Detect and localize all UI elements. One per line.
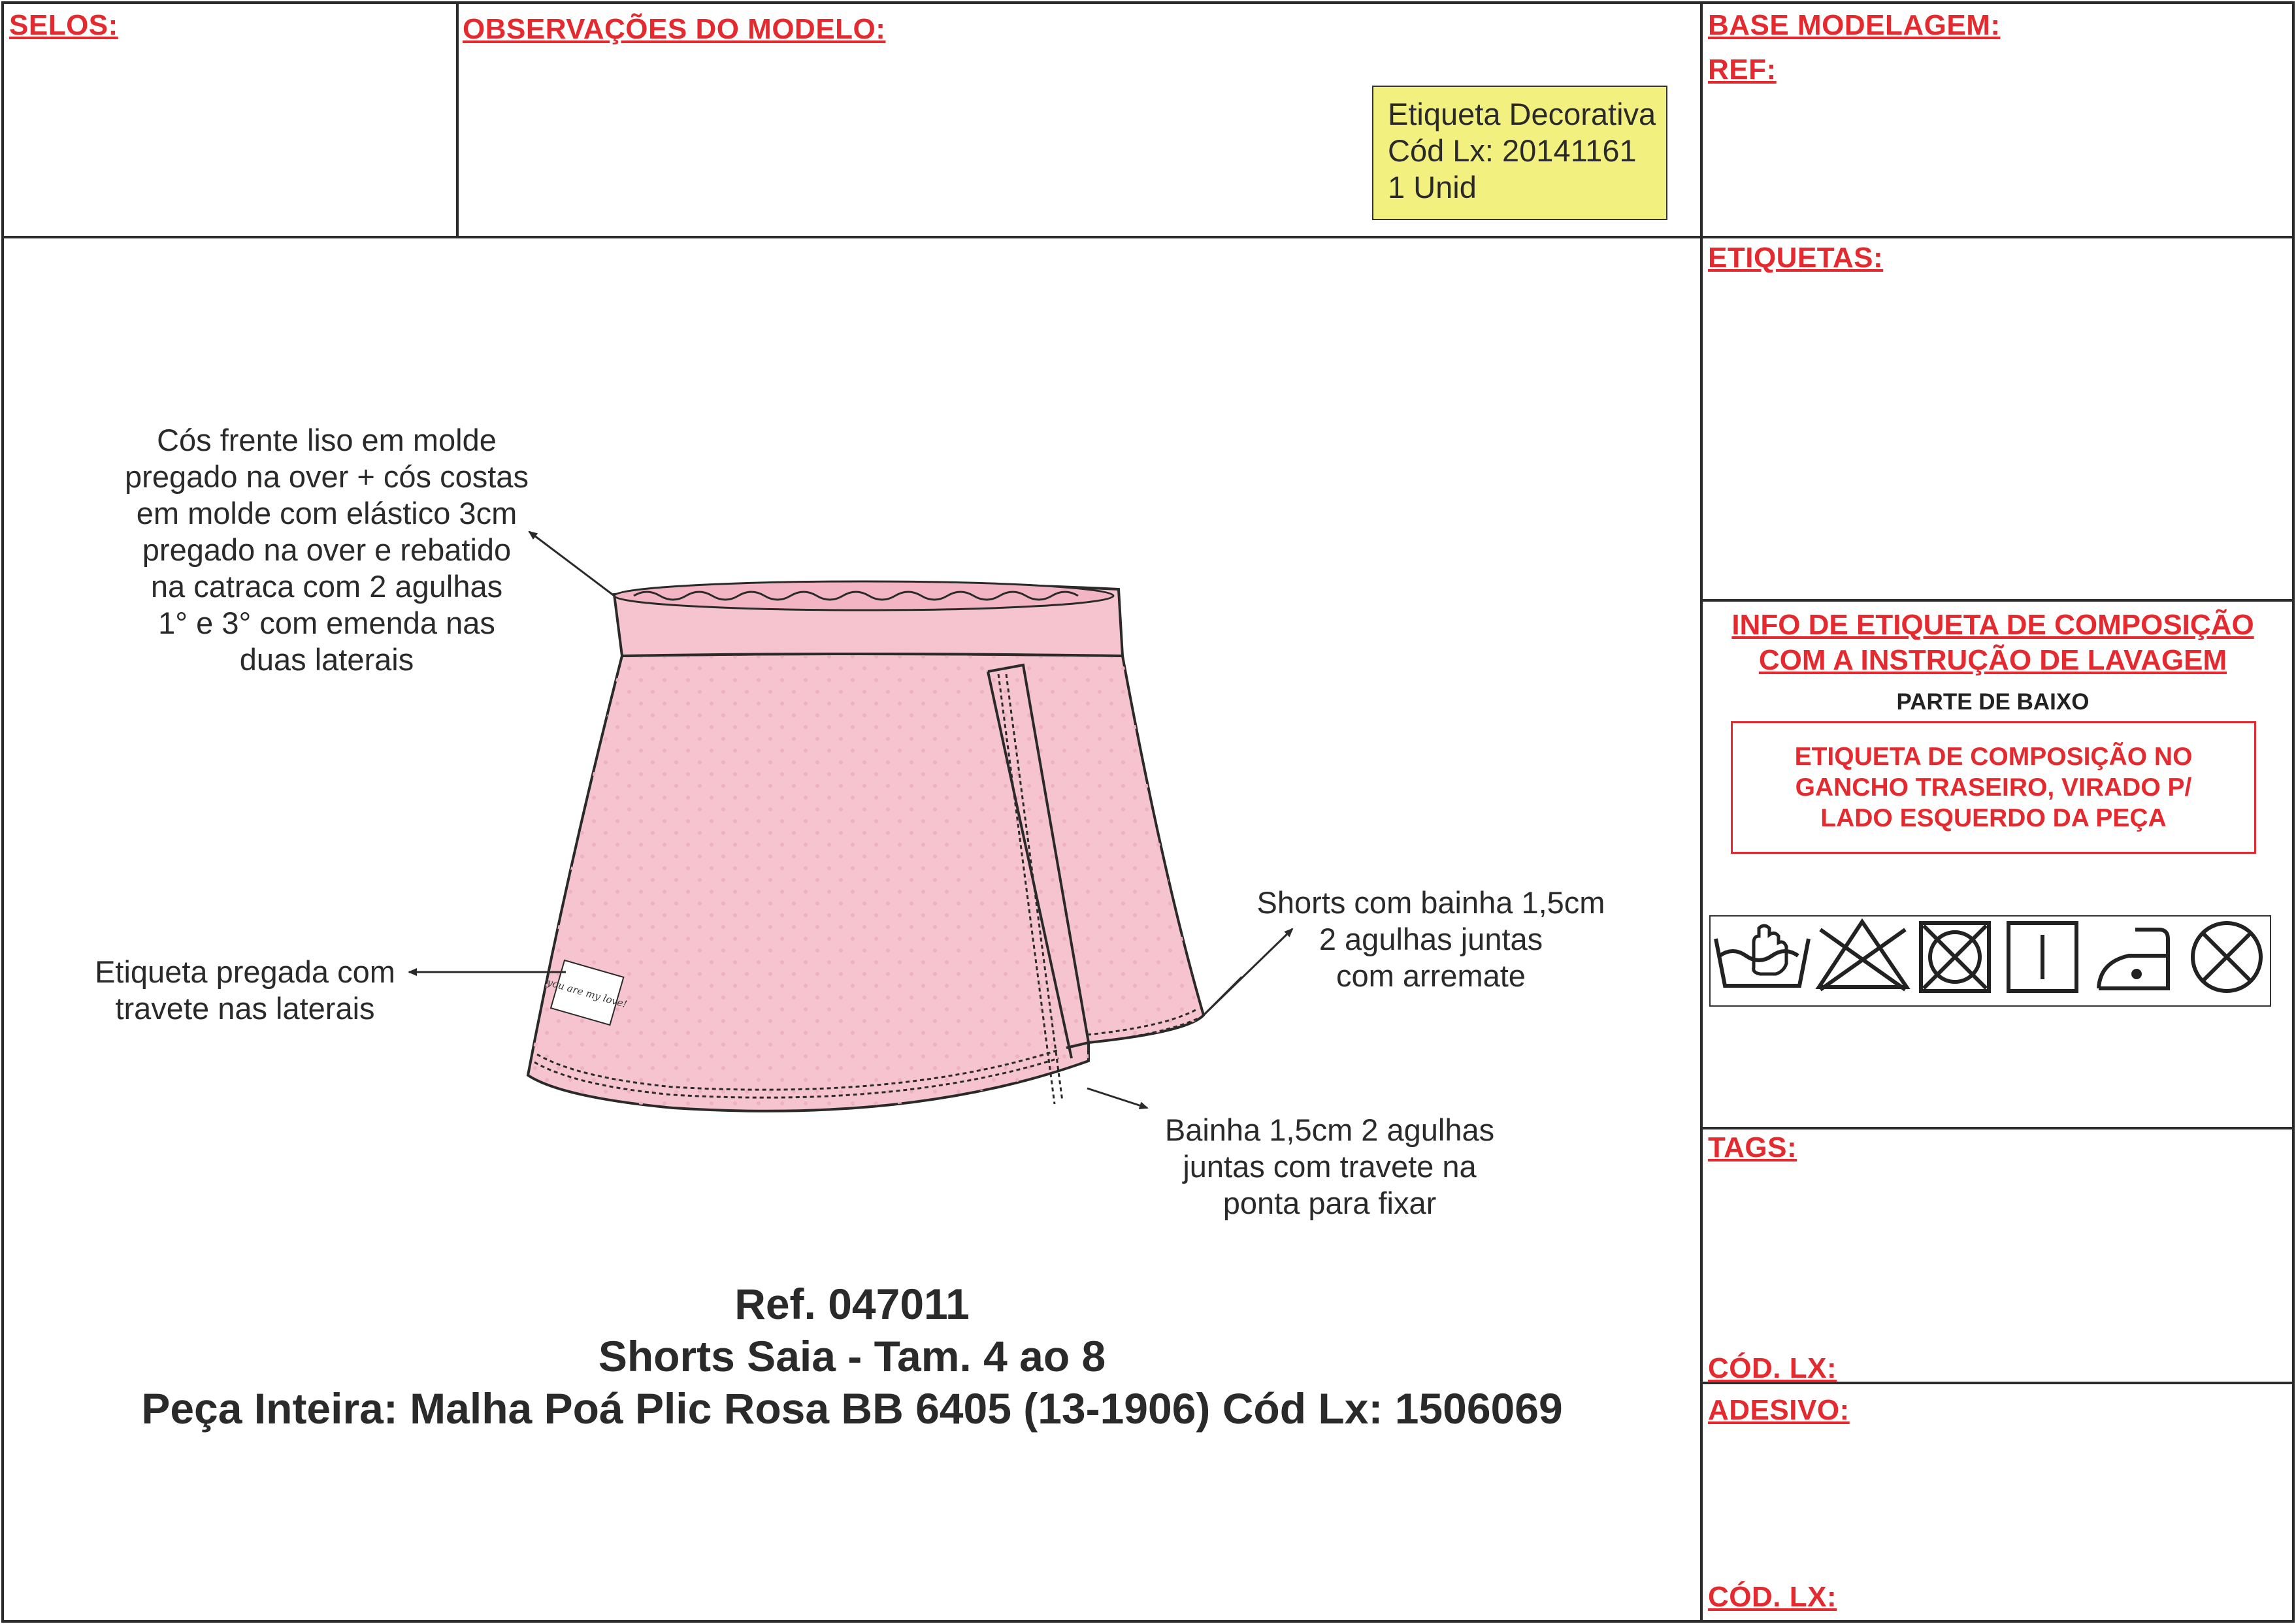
skirt-hem-note-line2: juntas com travete na [1183, 1149, 1477, 1184]
line-dry-icon [2009, 923, 2076, 991]
observacoes-label: OBSERVAÇÕES DO MODELO: [463, 13, 886, 45]
decorative-tag-line1: Etiqueta Decorativa [1388, 97, 1656, 131]
ref-label: REF: [1708, 54, 1777, 86]
etiquetas-label: ETIQUETAS: [1708, 242, 1884, 274]
product-name: Shorts Saia - Tam. 4 ao 8 [598, 1332, 1106, 1380]
info-top-divider [1700, 599, 2295, 602]
skirt-hem-note [1137, 1112, 1522, 1222]
base-modelagem-label: BASE MODELAGEM: [1708, 9, 2001, 41]
shorts-hem-note-line2: 2 agulhas juntas [1319, 922, 1543, 956]
iron-low-icon [2099, 930, 2168, 988]
shorts-hem-note-line3: com arremate [1336, 958, 1526, 993]
header-divider [1, 236, 2295, 238]
frame-bottom [1, 1620, 2295, 1623]
waistband-note [85, 422, 568, 678]
product-ref: Ref. 047011 [734, 1280, 970, 1328]
waistband-note-line2: pregado na over + cós costas [125, 459, 529, 494]
selos-divider [456, 1, 459, 237]
waistband-note-line7: duas laterais [239, 642, 414, 677]
composition-line1: ETIQUETA DE COMPOSIÇÃO NO [1794, 743, 2193, 771]
frame-right [2292, 1, 2295, 1623]
care-symbols-strip [1709, 915, 2271, 1007]
decorative-tag-line2: Cód Lx: 20141161 [1388, 133, 1637, 168]
decorative-tag-line3: 1 Unid [1388, 170, 1477, 204]
cod-lx-label-tags: CÓD. LX: [1708, 1352, 1837, 1384]
no-tumble-dry-icon [1921, 923, 1989, 991]
info-title-line2: COM A INSTRUÇÃO DE LAVAGEM [1758, 644, 2227, 676]
parte-de-baixo: PARTE DE BAIXO [1896, 689, 2090, 715]
skirt-hem-note-line3: ponta para fixar [1222, 1186, 1437, 1220]
tags-top-divider [1700, 1127, 2295, 1129]
tags-label: TAGS: [1708, 1131, 1797, 1163]
label-note-line1: Etiqueta pregada com [95, 954, 395, 989]
no-dry-clean-icon [2193, 923, 2261, 991]
product-fabric: Peça Inteira: Malha Poá Plic Rosa BB 6405 (13-1906) Cód Lx: 1506069 [141, 1384, 1563, 1433]
skirt-hem-note-line1: Bainha 1,5cm 2 agulhas [1164, 1112, 1495, 1147]
love-tag-text: you are my love! [546, 976, 629, 1011]
shorts-hem-note-line1: Shorts com bainha 1,5cm [1256, 885, 1605, 920]
right-panel-divider [1700, 1, 1703, 1623]
hand-wash-icon [1716, 926, 1809, 986]
skirt-hem-arrow [1087, 1088, 1147, 1108]
cod-lx-label-adesivo: CÓD. LX: [1708, 1581, 1837, 1613]
composition-line2: GANCHO TRASEIRO, VIRADO P/ [1795, 773, 2192, 802]
composition-label-box [1731, 721, 2256, 854]
waistband-note-line3: em molde com elástico 3cm [136, 496, 517, 530]
label-note-line2: travete nas laterais [115, 991, 375, 1026]
no-bleach-icon [1819, 922, 1907, 990]
selos-label: SELOS: [9, 9, 118, 41]
waistband-note-line5: na catraca com 2 agulhas [150, 569, 503, 604]
waistband-note-line1: Cós frente liso em molde [157, 423, 497, 457]
title-block [4, 1278, 1700, 1435]
waistband-note-line4: pregado na over e rebatido [142, 532, 512, 567]
waistband-note-line6: 1° e 3° com emenda nas [158, 606, 495, 640]
shorts-hem-note [1228, 885, 1633, 994]
waistband [614, 581, 1123, 656]
decorative-tag-note [1372, 86, 1667, 220]
skirt-body [528, 654, 1204, 1111]
frame-top [1, 1, 2295, 4]
info-title-line1: INFO DE ETIQUETA DE COMPOSIÇÃO [1731, 609, 2254, 641]
label-note [72, 954, 418, 1027]
composition-line3: LADO ESQUERDO DA PEÇA [1820, 804, 2167, 832]
adesivo-label: ADESIVO: [1708, 1394, 1850, 1426]
